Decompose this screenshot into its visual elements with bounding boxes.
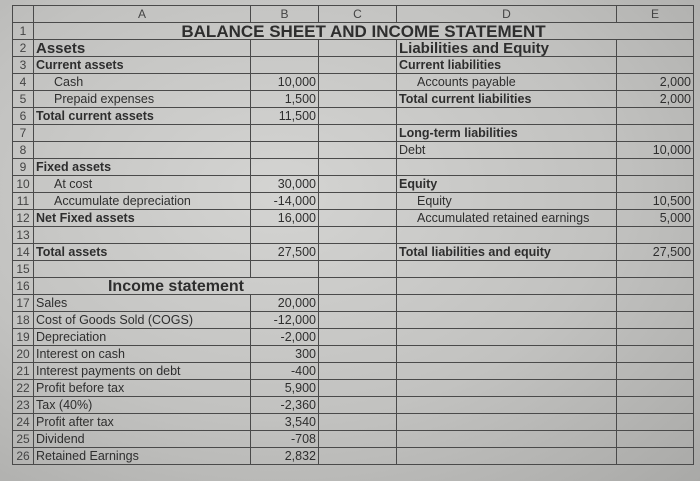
cell-e-value[interactable] [617, 57, 694, 74]
column-header-a[interactable]: A [34, 6, 251, 23]
cell-d-label[interactable]: Total liabilities and equity [397, 244, 617, 261]
cell-a-label[interactable]: Fixed assets [34, 159, 251, 176]
cell-c[interactable] [319, 312, 397, 329]
cell-c[interactable] [319, 193, 397, 210]
cell-a-label[interactable]: Cash [34, 74, 251, 91]
column-header-b[interactable]: B [251, 6, 319, 23]
sheet-row [13, 431, 694, 448]
sheet-row [13, 108, 694, 125]
cell-a-label[interactable]: Retained Earnings [34, 448, 251, 465]
column-header-e[interactable]: E [617, 6, 694, 23]
cell-e-value[interactable] [617, 125, 694, 142]
cell-d-label[interactable] [397, 380, 617, 397]
sheet-row [13, 74, 694, 91]
sheet-row [13, 414, 694, 431]
row-header[interactable]: 14 [13, 244, 34, 261]
cell-e-value[interactable]: 10,000 [617, 142, 694, 159]
cell-a-label[interactable]: Dividend [34, 431, 251, 448]
sheet-row [13, 23, 694, 40]
cell-d-label[interactable]: Equity [397, 193, 617, 210]
row-header[interactable]: 15 [13, 261, 34, 278]
cell-e-value[interactable] [617, 227, 694, 244]
cell-d-label[interactable]: Accounts payable [397, 74, 617, 91]
cell-b-value[interactable]: 20,000 [251, 295, 319, 312]
cell-a-label[interactable]: Profit after tax [34, 414, 251, 431]
column-header-c[interactable]: C [319, 6, 397, 23]
sheet-row [13, 159, 694, 176]
cell-e-value[interactable]: 27,500 [617, 244, 694, 261]
cell-c[interactable] [319, 210, 397, 227]
cell-c[interactable] [319, 74, 397, 91]
cell-d-label[interactable] [397, 261, 617, 278]
row-header[interactable]: 8 [13, 142, 34, 159]
cell-c[interactable] [319, 125, 397, 142]
sheet-title[interactable]: BALANCE SHEET AND INCOME STATEMENT [34, 23, 694, 40]
cell-c[interactable] [319, 295, 397, 312]
sheet-row [13, 227, 694, 244]
cell-d-label[interactable]: Current liabilities [397, 57, 617, 74]
cell-e-value[interactable] [617, 380, 694, 397]
cell-c[interactable] [319, 57, 397, 74]
cell-e-value[interactable] [617, 431, 694, 448]
cell-d-label[interactable]: Debt [397, 142, 617, 159]
cell-e-value[interactable] [617, 40, 694, 57]
row-header[interactable]: 23 [13, 397, 34, 414]
cell-d-label[interactable]: Equity [397, 176, 617, 193]
cell-c[interactable] [319, 244, 397, 261]
sheet-row [13, 125, 694, 142]
cell-a-label[interactable]: Cost of Goods Sold (COGS) [34, 312, 251, 329]
column-header-row [13, 6, 694, 23]
row-header[interactable]: 12 [13, 210, 34, 227]
cell-c[interactable] [319, 176, 397, 193]
cell-e-value[interactable] [617, 448, 694, 465]
cell-c[interactable] [319, 448, 397, 465]
cell-b-value[interactable]: -2,360 [251, 397, 319, 414]
cell-c[interactable] [319, 431, 397, 448]
cell-e-value[interactable] [617, 414, 694, 431]
cell-c[interactable] [319, 142, 397, 159]
cell-d-label[interactable] [397, 448, 617, 465]
cell-a-label[interactable]: Interest on cash [34, 346, 251, 363]
cell-c[interactable] [319, 414, 397, 431]
row-header[interactable]: 25 [13, 431, 34, 448]
cell-a-label[interactable] [34, 227, 251, 244]
cell-d-label[interactable] [397, 397, 617, 414]
cell-d-label[interactable] [397, 346, 617, 363]
cell-c[interactable] [319, 397, 397, 414]
cell-d-label[interactable] [397, 159, 617, 176]
cell-c[interactable] [319, 40, 397, 57]
cell-d-label[interactable] [397, 108, 617, 125]
cell-c[interactable] [319, 329, 397, 346]
row-header[interactable]: 3 [13, 57, 34, 74]
cell-b-value[interactable]: 30,000 [251, 176, 319, 193]
cell-c[interactable] [319, 380, 397, 397]
cell-a-label[interactable] [34, 125, 251, 142]
cell-b-value[interactable] [251, 40, 319, 57]
cell-e-value[interactable] [617, 261, 694, 278]
cell-c[interactable] [319, 278, 397, 295]
row-header[interactable]: 1 [13, 23, 34, 40]
cell-b-value[interactable]: -400 [251, 363, 319, 380]
cell-e-value[interactable] [617, 397, 694, 414]
sheet-row [13, 40, 694, 57]
cell-b-value[interactable]: -708 [251, 431, 319, 448]
sheet-row [13, 397, 694, 414]
cell-a-label[interactable]: Net Fixed assets [34, 210, 251, 227]
cell-d-label[interactable]: Liabilities and Equity [397, 40, 617, 57]
cell-a-label[interactable]: Tax (40%) [34, 397, 251, 414]
sheet-row [13, 448, 694, 465]
sheet-row [13, 176, 694, 193]
sheet-row [13, 91, 694, 108]
row-header[interactable]: 5 [13, 91, 34, 108]
cell-e-value[interactable]: 2,000 [617, 74, 694, 91]
cell-c[interactable] [319, 91, 397, 108]
cell-a-label[interactable]: Interest payments on debt [34, 363, 251, 380]
sheet-row [13, 329, 694, 346]
income-statement-heading[interactable]: Income statement [34, 278, 319, 295]
cell-b-value[interactable] [251, 261, 319, 278]
row-header[interactable]: 20 [13, 346, 34, 363]
cell-e-value[interactable]: 10,500 [617, 193, 694, 210]
row-header[interactable]: 9 [13, 159, 34, 176]
row-header[interactable]: 13 [13, 227, 34, 244]
cell-a-label[interactable]: Depreciation [34, 329, 251, 346]
cell-d-label[interactable] [397, 295, 617, 312]
sheet-row [13, 261, 694, 278]
row-header[interactable]: 7 [13, 125, 34, 142]
cell-c[interactable] [319, 363, 397, 380]
row-header[interactable]: 19 [13, 329, 34, 346]
cell-e-value[interactable] [617, 363, 694, 380]
sheet-row [13, 278, 694, 295]
cell-a-label[interactable]: At cost [34, 176, 251, 193]
cell-d-label[interactable] [397, 363, 617, 380]
cell-b-value[interactable]: 2,832 [251, 448, 319, 465]
sheet-row [13, 142, 694, 159]
row-header[interactable]: 22 [13, 380, 34, 397]
cell-a-label[interactable] [34, 261, 251, 278]
row-header[interactable]: 6 [13, 108, 34, 125]
sheet-row [13, 193, 694, 210]
cell-b-value[interactable] [251, 142, 319, 159]
cell-e[interactable] [617, 278, 694, 295]
cell-b-value[interactable]: 10,000 [251, 74, 319, 91]
sheet-row [13, 312, 694, 329]
sheet-row [13, 380, 694, 397]
cell-c[interactable] [319, 346, 397, 363]
cell-d-label[interactable] [397, 312, 617, 329]
cell-a-label[interactable] [34, 142, 251, 159]
column-header-d[interactable]: D [397, 6, 617, 23]
cell-d-label[interactable] [397, 414, 617, 431]
cell-a-label[interactable]: Profit before tax [34, 380, 251, 397]
row-header[interactable]: 21 [13, 363, 34, 380]
cell-e-value[interactable]: 2,000 [617, 91, 694, 108]
row-header[interactable]: 18 [13, 312, 34, 329]
cell-d-label[interactable]: Long-term liabilities [397, 125, 617, 142]
spreadsheet [12, 5, 694, 465]
row-header[interactable]: 4 [13, 74, 34, 91]
sheet-row [13, 57, 694, 74]
cell-a-label[interactable]: Total assets [34, 244, 251, 261]
cell-d-label[interactable]: Total current liabilities [397, 91, 617, 108]
cell-a-label[interactable]: Total current assets [34, 108, 251, 125]
row-header[interactable]: 17 [13, 295, 34, 312]
cell-a-label[interactable]: Assets [34, 40, 251, 57]
row-header[interactable]: 2 [13, 40, 34, 57]
cell-b-value[interactable]: 1,500 [251, 91, 319, 108]
row-header[interactable]: 16 [13, 278, 34, 295]
sheet-row [13, 363, 694, 380]
cell-b-value[interactable] [251, 57, 319, 74]
cell-b-value[interactable] [251, 125, 319, 142]
cell-a-label[interactable]: Prepaid expenses [34, 91, 251, 108]
cell-e-value[interactable] [617, 295, 694, 312]
cell-b-value[interactable]: -12,000 [251, 312, 319, 329]
cell-c[interactable] [319, 159, 397, 176]
cell-a-label[interactable]: Accumulate depreciation [34, 193, 251, 210]
cell-e-value[interactable] [617, 159, 694, 176]
cell-e-value[interactable] [617, 108, 694, 125]
cell-b-value[interactable]: -14,000 [251, 193, 319, 210]
cell-e-value[interactable] [617, 312, 694, 329]
cell-b-value[interactable]: 27,500 [251, 244, 319, 261]
cell-d[interactable] [397, 278, 617, 295]
cell-e-value[interactable] [617, 346, 694, 363]
cell-b-value[interactable]: 3,540 [251, 414, 319, 431]
row-header[interactable]: 11 [13, 193, 34, 210]
sheet-row [13, 295, 694, 312]
cell-a-label[interactable]: Current assets [34, 57, 251, 74]
cell-b-value[interactable]: -2,000 [251, 329, 319, 346]
cell-b-value[interactable]: 300 [251, 346, 319, 363]
cell-e-value[interactable] [617, 176, 694, 193]
cell-b-value[interactable]: 16,000 [251, 210, 319, 227]
cell-a-label[interactable]: Sales [34, 295, 251, 312]
sheet-row [13, 244, 694, 261]
sheet-row [13, 346, 694, 363]
cell-c[interactable] [319, 108, 397, 125]
sheet-row [13, 210, 694, 227]
cell-b-value[interactable] [251, 227, 319, 244]
cell-c[interactable] [319, 227, 397, 244]
row-header[interactable]: 10 [13, 176, 34, 193]
select-all-corner[interactable] [13, 6, 34, 23]
row-header[interactable]: 26 [13, 448, 34, 465]
cell-d-label[interactable] [397, 329, 617, 346]
cell-d-label[interactable]: Accumulated retained earnings [397, 210, 617, 227]
cell-b-value[interactable]: 5,900 [251, 380, 319, 397]
cell-e-value[interactable] [617, 329, 694, 346]
cell-d-label[interactable] [397, 431, 617, 448]
cell-b-value[interactable]: 11,500 [251, 108, 319, 125]
row-header[interactable]: 24 [13, 414, 34, 431]
cell-b-value[interactable] [251, 159, 319, 176]
cell-e-value[interactable]: 5,000 [617, 210, 694, 227]
cell-d-label[interactable] [397, 227, 617, 244]
cell-c[interactable] [319, 261, 397, 278]
